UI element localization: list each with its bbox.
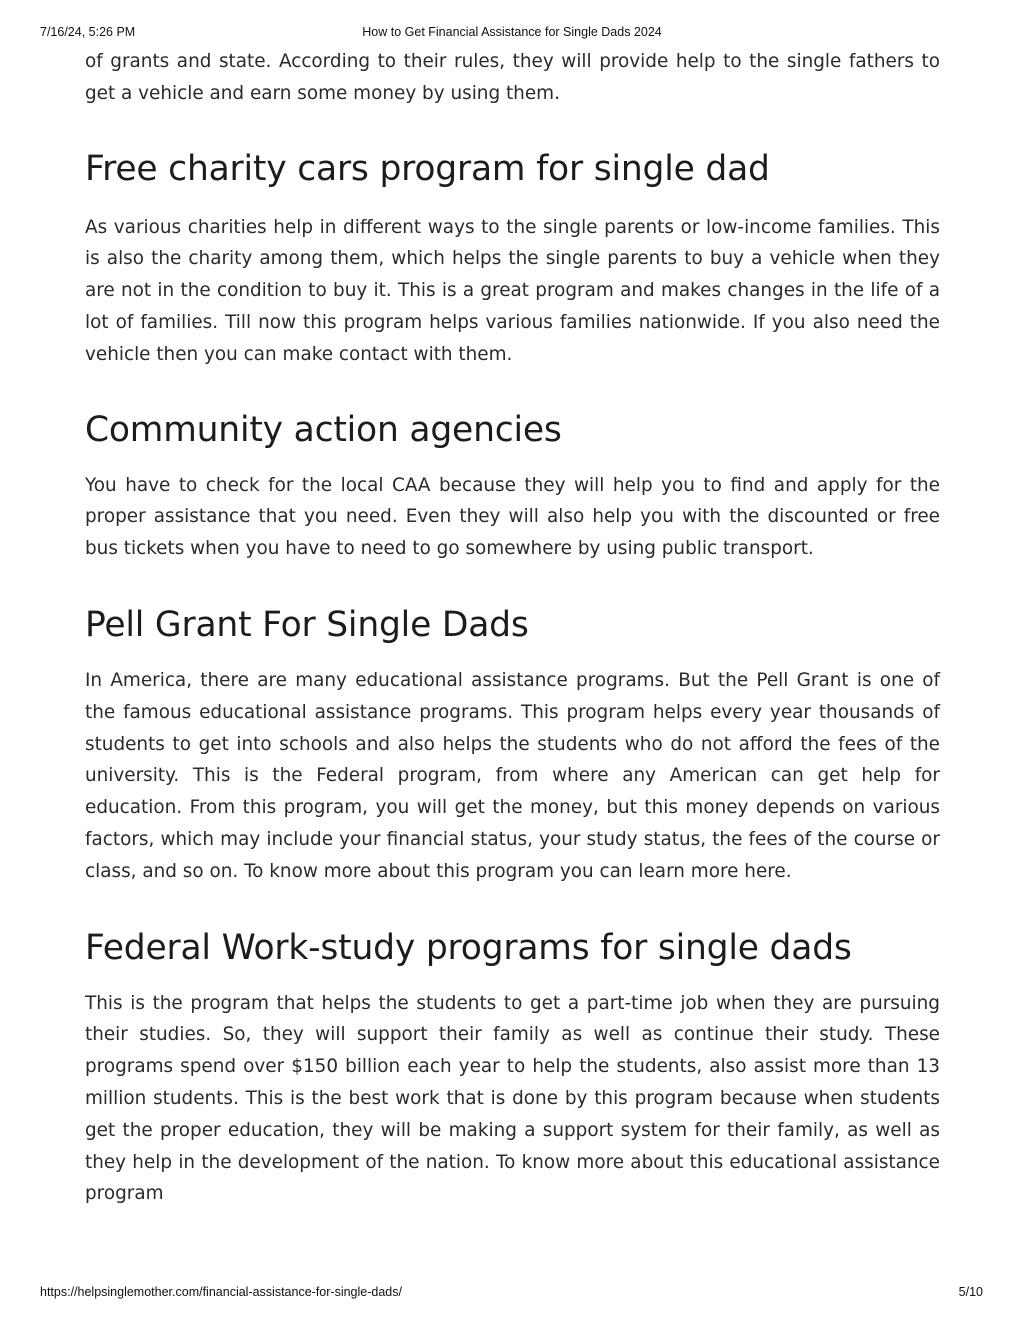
- print-page-number: 5/10: [958, 1285, 983, 1299]
- intro-paragraph: of grants and state. According to their rules, they will provide help to the single fathers to get a vehicle and earn some money by using them.: [85, 51, 940, 104]
- section-body-work-study: This is the program that helps the students to get a part-time job when they are pursuing their studies. So, they will support their family as well as continue their study. These programs spend over $150 billion each year to help the students, also assist more than 13 million students. This is the best work that is done by this program because when students get the proper education, they will be making a support system for their family, as well as they help in the development of the nation. To know more about this educational assistance program: [85, 992, 940, 1205]
- section-body-charity-cars: As various charities help in different ways to the single parents or low-income families. This is also the charity among them, which helps the single parents to buy a vehicle when they are not in the condition to buy it. This is a great program and makes changes in the life of a lot of families. Till now this program helps various families nationwide. If you also need the vehicle then you can make contact with them.: [85, 216, 940, 365]
- print-footer: [0, 1285, 1024, 1303]
- section-body-community-action: You have to check for the local CAA because they will help you to find and apply for the proper assistance that you need. Even they will also help you with the discounted or free bus tickets when you have to need to go somewhere by using public transport.: [85, 474, 940, 560]
- print-page-title: How to Get Financial Assistance for Single Dads 2024: [362, 25, 662, 39]
- print-header: [0, 25, 1024, 43]
- section-heading-work-study: Federal Work-study programs for single dads: [85, 927, 852, 968]
- section-heading-charity-cars: Free charity cars program for single dad: [85, 148, 770, 189]
- section-body-pell-grant: In America, there are many educational assistance programs. But the Pell Grant is one of the famous educational assistance programs. This program helps every year thousands of students to get into schools and also helps the students who do not afford the fees of the university. This is the Federal program, from where any American can get help for education. From this program, you will get the money, but this money depends on various factors, which may include your financial status, your study status, the fees of the course or class, and so on. To know more about this program you can learn more here.: [85, 669, 940, 882]
- print-url: https://helpsinglemother.com/financial-assistance-for-single-dads/: [40, 1285, 402, 1299]
- article-content: [85, 46, 940, 1210]
- print-datetime: 7/16/24, 5:26 PM: [40, 25, 136, 39]
- section-heading-community-action: Community action agencies: [85, 409, 562, 450]
- section-heading-pell-grant: Pell Grant For Single Dads: [85, 604, 529, 645]
